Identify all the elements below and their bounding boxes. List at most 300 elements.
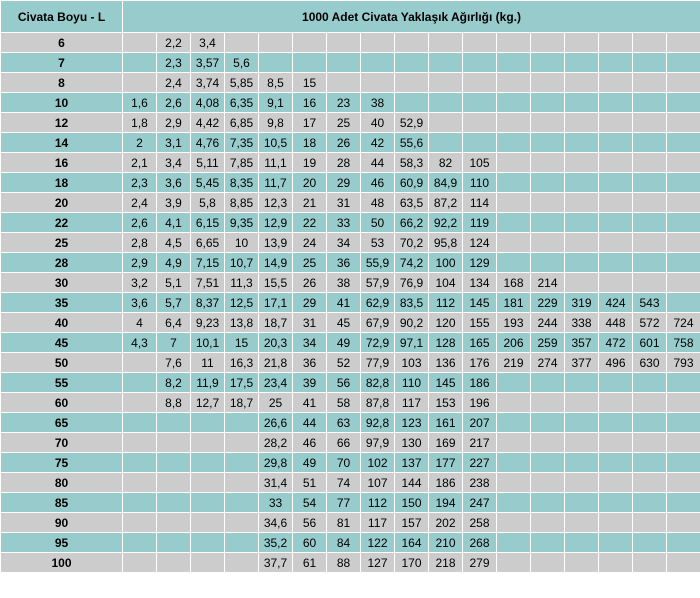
weight-cell <box>667 93 700 113</box>
weight-cell: 61 <box>293 553 327 573</box>
weight-cell: 42 <box>361 133 395 153</box>
weight-cell <box>531 473 565 493</box>
weight-cell: 128 <box>429 333 463 353</box>
weight-cell: 22 <box>293 213 327 233</box>
table-row <box>1 373 700 393</box>
weight-cell: 127 <box>361 553 395 573</box>
bolt-length-cell: 70 <box>1 433 123 453</box>
weight-cell: 496 <box>599 353 633 373</box>
weight-cell: 11 <box>191 353 225 373</box>
weight-cell: 15 <box>225 333 259 353</box>
weight-cell <box>497 193 531 213</box>
weight-cell: 136 <box>429 353 463 373</box>
weight-cell <box>565 393 599 413</box>
weight-cell: 20 <box>293 173 327 193</box>
weight-cell: 229 <box>531 293 565 313</box>
weight-cell: 206 <box>497 333 531 353</box>
weight-cell: 12,3 <box>259 193 293 213</box>
weight-cell: 18 <box>293 133 327 153</box>
weight-cell: 5,85 <box>225 73 259 93</box>
weight-cell <box>497 233 531 253</box>
weight-cell <box>633 233 667 253</box>
table-row <box>1 333 700 353</box>
weight-cell: 34 <box>327 233 361 253</box>
weight-cell <box>191 493 225 513</box>
bolt-length-cell: 25 <box>1 233 123 253</box>
weight-cell: 28,2 <box>259 433 293 453</box>
weight-cell: 210 <box>429 533 463 553</box>
weight-cell <box>497 553 531 573</box>
weight-cell <box>667 473 700 493</box>
weight-cell: 6,15 <box>191 213 225 233</box>
bolt-length-cell: 100 <box>1 553 123 573</box>
weight-cell: 51 <box>293 473 327 493</box>
weight-cell: 88 <box>327 553 361 573</box>
table-row <box>1 473 700 493</box>
weight-cell: 12,5 <box>225 293 259 313</box>
weight-cell <box>395 53 429 73</box>
weight-cell: 202 <box>429 513 463 533</box>
table-row <box>1 273 700 293</box>
table-header-row <box>1 1 700 33</box>
weight-cell <box>599 553 633 573</box>
weight-cell <box>667 453 700 473</box>
weight-cell: 49 <box>293 453 327 473</box>
weight-cell: 169 <box>429 433 463 453</box>
weight-cell <box>599 173 633 193</box>
weight-cell: 21,8 <box>259 353 293 373</box>
weight-cell <box>565 473 599 493</box>
weight-cell <box>599 93 633 113</box>
weight-cell <box>123 553 157 573</box>
weight-cell <box>565 433 599 453</box>
weight-cell <box>225 553 259 573</box>
weight-cell <box>395 93 429 113</box>
weight-cell: 114 <box>463 193 497 213</box>
weight-cell: 793 <box>667 353 700 373</box>
weight-cell <box>531 153 565 173</box>
table-row <box>1 113 700 133</box>
weight-cell <box>565 73 599 93</box>
weight-cell: 9,23 <box>191 313 225 333</box>
table-row <box>1 533 700 553</box>
weight-cell <box>599 73 633 93</box>
weight-cell <box>599 213 633 233</box>
weight-cell: 424 <box>599 293 633 313</box>
weight-cell <box>565 253 599 273</box>
weight-cell <box>633 213 667 233</box>
weight-cell: 3,6 <box>123 293 157 313</box>
weight-cell: 76,9 <box>395 273 429 293</box>
weight-cell: 37,7 <box>259 553 293 573</box>
weight-cell <box>633 113 667 133</box>
weight-cell: 9,8 <box>259 113 293 133</box>
weight-cell: 2,6 <box>157 93 191 113</box>
weight-cell: 2,9 <box>157 113 191 133</box>
weight-cell <box>123 433 157 453</box>
weight-cell <box>633 33 667 53</box>
weight-cell: 40 <box>361 113 395 133</box>
weight-cell: 338 <box>565 313 599 333</box>
weight-cell <box>157 533 191 553</box>
weight-cell <box>565 193 599 213</box>
weight-cell <box>497 53 531 73</box>
weight-cell: 157 <box>395 513 429 533</box>
weight-cell <box>429 133 463 153</box>
weight-cell: 67,9 <box>361 313 395 333</box>
table-row <box>1 93 700 113</box>
weight-cell <box>633 93 667 113</box>
bolt-length-cell: 90 <box>1 513 123 533</box>
weight-cell: 7,51 <box>191 273 225 293</box>
weight-cell: 72,9 <box>361 333 395 353</box>
weight-cell: 12,7 <box>191 393 225 413</box>
weight-cell: 377 <box>565 353 599 373</box>
weight-cell: 186 <box>463 373 497 393</box>
weight-cell <box>361 53 395 73</box>
weight-cell: 112 <box>429 293 463 313</box>
weight-cell <box>633 193 667 213</box>
weight-cell <box>225 473 259 493</box>
weight-cell <box>667 253 700 273</box>
weight-cell <box>633 553 667 573</box>
weight-cell: 17 <box>293 113 327 133</box>
weight-cell: 3,9 <box>157 193 191 213</box>
weight-cell: 70 <box>327 453 361 473</box>
weight-cell: 3,1 <box>157 133 191 153</box>
bolt-length-cell: 8 <box>1 73 123 93</box>
weight-cell: 63 <box>327 413 361 433</box>
weight-cell <box>599 493 633 513</box>
weight-cell <box>667 153 700 173</box>
weight-cell: 82 <box>429 153 463 173</box>
weight-cell: 52,9 <box>395 113 429 133</box>
bolt-length-cell: 6 <box>1 33 123 53</box>
weight-cell: 8,35 <box>225 173 259 193</box>
weight-cell: 137 <box>395 453 429 473</box>
bolt-length-cell: 40 <box>1 313 123 333</box>
weight-cell <box>565 173 599 193</box>
weight-cell <box>667 113 700 133</box>
weight-cell: 247 <box>463 493 497 513</box>
weight-cell <box>191 473 225 493</box>
weight-cell <box>327 33 361 53</box>
weight-cell <box>531 513 565 533</box>
weight-cell <box>667 533 700 553</box>
weight-cell: 7 <box>157 333 191 353</box>
table-row <box>1 353 700 373</box>
weight-cell <box>599 433 633 453</box>
weight-cell: 13,9 <box>259 233 293 253</box>
table-row <box>1 493 700 513</box>
weight-cell <box>259 33 293 53</box>
weight-cell <box>157 473 191 493</box>
weight-cell: 1,8 <box>123 113 157 133</box>
weight-cell <box>531 53 565 73</box>
weight-cell: 23,4 <box>259 373 293 393</box>
weight-cell: 36 <box>327 253 361 273</box>
weight-cell <box>599 473 633 493</box>
weight-cell: 31 <box>293 313 327 333</box>
weight-cell: 196 <box>463 393 497 413</box>
weight-cell: 194 <box>429 493 463 513</box>
weight-cell <box>429 93 463 113</box>
weight-cell: 5,7 <box>157 293 191 313</box>
weight-cell <box>497 213 531 233</box>
weight-cell: 29,8 <box>259 453 293 473</box>
weight-cell <box>327 53 361 73</box>
weight-cell <box>565 213 599 233</box>
weight-cell <box>123 413 157 433</box>
weight-cell: 31,4 <box>259 473 293 493</box>
weight-cell: 357 <box>565 333 599 353</box>
weight-cell: 238 <box>463 473 497 493</box>
weight-cell: 54 <box>293 493 327 513</box>
bolt-length-cell: 80 <box>1 473 123 493</box>
weight-cell: 129 <box>463 253 497 273</box>
weight-cell: 110 <box>395 373 429 393</box>
weight-cell <box>667 233 700 253</box>
weight-cell <box>531 393 565 413</box>
weight-cell <box>531 133 565 153</box>
weight-cell: 161 <box>429 413 463 433</box>
bolt-length-cell: 28 <box>1 253 123 273</box>
weight-cell: 472 <box>599 333 633 353</box>
weight-cell: 11,9 <box>191 373 225 393</box>
weight-cell <box>225 513 259 533</box>
weight-cell <box>531 433 565 453</box>
weight-cell: 110 <box>463 173 497 193</box>
bolt-length-cell: 75 <box>1 453 123 473</box>
weight-cell <box>191 433 225 453</box>
weight-cell <box>531 73 565 93</box>
weight-cell <box>497 473 531 493</box>
weight-cell: 92,2 <box>429 213 463 233</box>
weight-cell <box>667 53 700 73</box>
weight-cell: 7,15 <box>191 253 225 273</box>
weight-cell <box>497 413 531 433</box>
weight-cell: 6,65 <box>191 233 225 253</box>
weight-cell <box>361 33 395 53</box>
weight-cell: 14,9 <box>259 253 293 273</box>
weight-cell: 7,85 <box>225 153 259 173</box>
bolt-length-cell: 85 <box>1 493 123 513</box>
weight-cell <box>667 213 700 233</box>
weight-cell: 60 <box>293 533 327 553</box>
weight-cell <box>667 373 700 393</box>
weight-cell <box>429 53 463 73</box>
weight-cell <box>531 193 565 213</box>
weight-cell: 52 <box>327 353 361 373</box>
weight-cell: 77 <box>327 493 361 513</box>
weight-cell <box>667 393 700 413</box>
weight-cell <box>565 373 599 393</box>
weight-cell: 39 <box>293 373 327 393</box>
weight-cell: 16,3 <box>225 353 259 373</box>
weight-cell: 92,8 <box>361 413 395 433</box>
weight-cell: 26 <box>327 133 361 153</box>
weight-cell <box>123 533 157 553</box>
weight-cell: 9,35 <box>225 213 259 233</box>
weight-cell: 5,8 <box>191 193 225 213</box>
weight-cell: 227 <box>463 453 497 473</box>
weight-cell: 4,5 <box>157 233 191 253</box>
weight-cell: 2,3 <box>157 53 191 73</box>
weight-cell <box>633 513 667 533</box>
weight-cell <box>565 493 599 513</box>
weight-cell <box>667 493 700 513</box>
weight-cell: 5,6 <box>225 53 259 73</box>
weight-cell: 144 <box>395 473 429 493</box>
bolt-length-cell: 45 <box>1 333 123 353</box>
weight-cell: 33 <box>259 493 293 513</box>
weight-cell: 87,2 <box>429 193 463 213</box>
weight-cell <box>531 553 565 573</box>
weight-cell: 58,3 <box>395 153 429 173</box>
weight-cell: 62,9 <box>361 293 395 313</box>
table-row <box>1 313 700 333</box>
weight-cell: 81 <box>327 513 361 533</box>
weight-cell <box>463 33 497 53</box>
weight-cell: 193 <box>497 313 531 333</box>
weight-cell <box>123 453 157 473</box>
weight-cell: 4,76 <box>191 133 225 153</box>
weight-cell: 6,4 <box>157 313 191 333</box>
weight-cell: 4,08 <box>191 93 225 113</box>
weight-cell: 207 <box>463 413 497 433</box>
weight-cell <box>463 53 497 73</box>
weight-cell <box>157 453 191 473</box>
table-row <box>1 553 700 573</box>
weight-cell <box>633 413 667 433</box>
bolt-length-cell: 7 <box>1 53 123 73</box>
weight-cell <box>531 413 565 433</box>
weight-cell <box>395 73 429 93</box>
weight-cell <box>463 93 497 113</box>
bolt-length-cell: 60 <box>1 393 123 413</box>
weight-cell: 70,2 <box>395 233 429 253</box>
weight-cell: 3,74 <box>191 73 225 93</box>
weight-cell: 20,3 <box>259 333 293 353</box>
weight-cell <box>361 73 395 93</box>
weight-cell <box>599 133 633 153</box>
weight-cell <box>667 433 700 453</box>
weight-cell <box>667 553 700 573</box>
weight-cell: 28 <box>327 153 361 173</box>
weight-cell: 26,6 <box>259 413 293 433</box>
weight-cell <box>599 393 633 413</box>
weight-cell <box>667 293 700 313</box>
weight-cell <box>599 53 633 73</box>
weight-cell: 41 <box>327 293 361 313</box>
weight-cell: 63,5 <box>395 193 429 213</box>
weight-cell: 630 <box>633 353 667 373</box>
weight-cell: 150 <box>395 493 429 513</box>
table-row <box>1 233 700 253</box>
weight-cell: 268 <box>463 533 497 553</box>
weight-cell <box>565 553 599 573</box>
weight-cell: 38 <box>327 273 361 293</box>
weight-cell: 8,37 <box>191 293 225 313</box>
weight-cell: 2,1 <box>123 153 157 173</box>
table-row <box>1 153 700 173</box>
weight-cell: 2,9 <box>123 253 157 273</box>
bolt-length-cell: 22 <box>1 213 123 233</box>
weight-cell: 55,6 <box>395 133 429 153</box>
weight-cell: 117 <box>395 393 429 413</box>
weight-cell <box>565 153 599 173</box>
weight-cell: 122 <box>361 533 395 553</box>
weight-cell <box>191 513 225 533</box>
weight-cell <box>463 73 497 93</box>
weight-cell: 84,9 <box>429 173 463 193</box>
weight-cell <box>497 393 531 413</box>
weight-cell <box>599 253 633 273</box>
weight-cell: 55,9 <box>361 253 395 273</box>
weight-cell: 214 <box>531 273 565 293</box>
weight-cell: 41 <box>293 393 327 413</box>
weight-cell: 11,7 <box>259 173 293 193</box>
weight-cell: 176 <box>463 353 497 373</box>
weight-cell <box>293 53 327 73</box>
weight-cell: 66 <box>327 433 361 453</box>
weight-cell: 95,8 <box>429 233 463 253</box>
weight-cell: 218 <box>429 553 463 573</box>
weight-cell <box>497 493 531 513</box>
weight-cell <box>123 473 157 493</box>
weight-cell: 18,7 <box>225 393 259 413</box>
weight-cell: 2,4 <box>157 73 191 93</box>
weight-cell: 7,35 <box>225 133 259 153</box>
weight-cell <box>497 73 531 93</box>
table-row <box>1 293 700 313</box>
weight-cell: 44 <box>361 153 395 173</box>
weight-cell <box>565 453 599 473</box>
weight-cell: 177 <box>429 453 463 473</box>
weight-cell <box>599 533 633 553</box>
table-row <box>1 173 700 193</box>
weight-cell: 130 <box>395 433 429 453</box>
weight-cell <box>667 173 700 193</box>
weight-cell <box>225 433 259 453</box>
weight-cell <box>157 433 191 453</box>
weight-cell <box>633 73 667 93</box>
weight-cell: 100 <box>429 253 463 273</box>
weight-cell <box>191 533 225 553</box>
table-row <box>1 213 700 233</box>
weight-cell <box>531 213 565 233</box>
weight-cell: 153 <box>429 393 463 413</box>
weight-cell: 17,5 <box>225 373 259 393</box>
weight-cell <box>123 353 157 373</box>
weight-cell <box>531 233 565 253</box>
weight-cell <box>123 493 157 513</box>
weight-cell <box>565 513 599 533</box>
bolt-length-cell: 65 <box>1 413 123 433</box>
weight-cell <box>599 33 633 53</box>
weight-cell <box>667 133 700 153</box>
weight-cell: 170 <box>395 553 429 573</box>
weight-cell: 10,5 <box>259 133 293 153</box>
weight-cell: 274 <box>531 353 565 373</box>
weight-cell: 2,2 <box>157 33 191 53</box>
weight-cell: 4,42 <box>191 113 225 133</box>
table-row <box>1 393 700 413</box>
weight-cell: 17,1 <box>259 293 293 313</box>
weight-cell: 46 <box>361 173 395 193</box>
weight-cell <box>633 373 667 393</box>
weight-cell: 259 <box>531 333 565 353</box>
